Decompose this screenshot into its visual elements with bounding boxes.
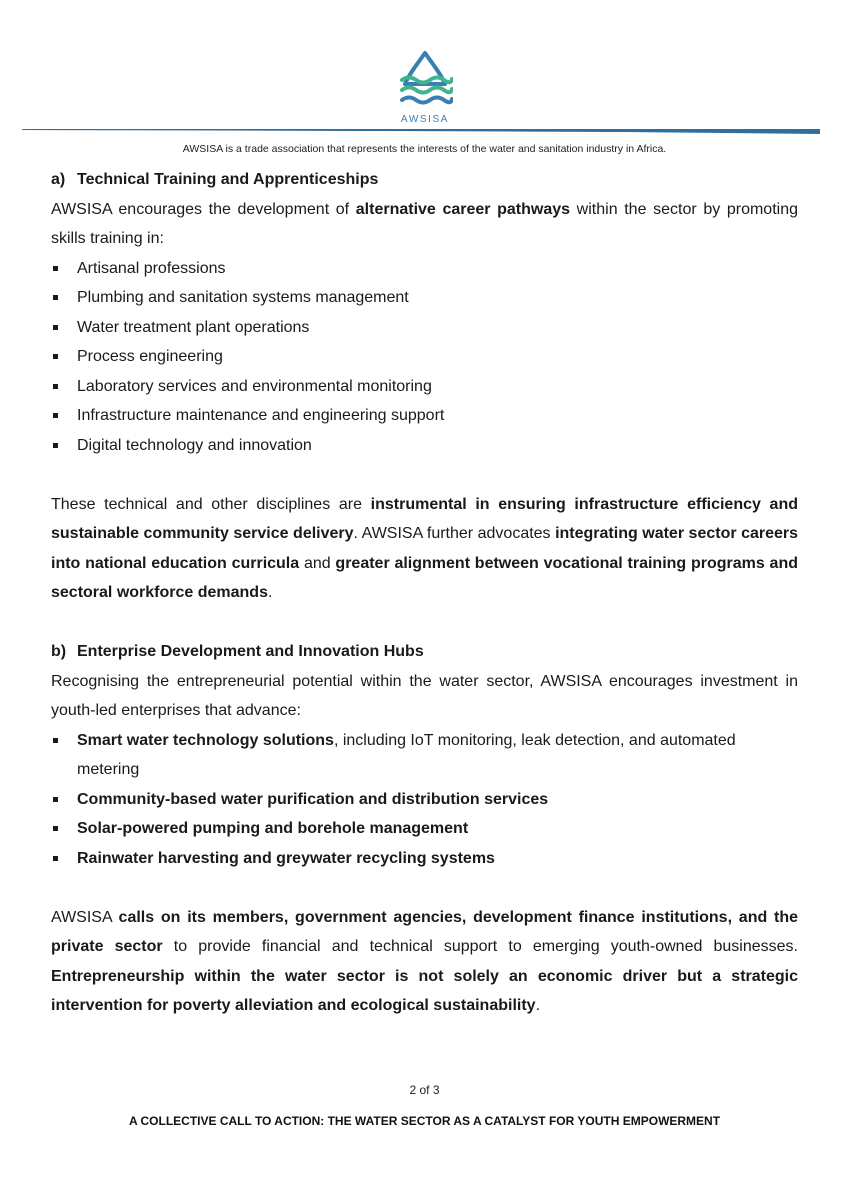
- list-item: Digital technology and innovation: [51, 431, 798, 461]
- header-rule: [22, 126, 820, 136]
- list-item: Infrastructure maintenance and engineering support: [51, 401, 798, 431]
- list-item: Smart water technology solutions, including IoT monitoring, leak detection, and automated metering: [51, 726, 798, 785]
- section-b-title: Enterprise Development and Innovation Hubs: [77, 643, 424, 660]
- section-b-label: b): [51, 643, 67, 660]
- list-item: Plumbing and sanitation systems management: [51, 283, 798, 313]
- header-tagline: AWSISA is a trade association that represents the interests of the water and sanitation industry in Africa.: [182, 143, 667, 155]
- list-item: Rainwater harvesting and greywater recycling systems: [51, 844, 798, 874]
- section-b-paragraph: AWSISA calls on its members, government agencies, development finance institutions, and the private sector to provide financial and technical support to emerging youth-owned businesses. Entrepreneurship within the water sector is not solely an economic driver but a strategic intervention for poverty alleviation and ecological sustainability.: [51, 908, 799, 1014]
- water-drop-icon: [397, 50, 453, 110]
- list-item: Laboratory services and environmental monitoring: [51, 372, 798, 402]
- list-item: Water treatment plant operations: [51, 313, 798, 343]
- footer-title: A COLLECTIVE CALL TO ACTION: THE WATER SECTOR AS A CATALYST FOR YOUTH EMPOWERMENT: [128, 1114, 721, 1128]
- section-a-list: [51, 254, 798, 461]
- list-item: Solar-powered pumping and borehole management: [51, 814, 798, 844]
- section-a-label: a): [51, 171, 66, 188]
- list-item: Community-based water purification and distribution services: [51, 785, 798, 815]
- section-b-list: [51, 726, 798, 874]
- section-a-heading: [51, 165, 798, 195]
- document-body: [51, 165, 798, 1021]
- section-a-paragraph: These technical and other disciplines are instrumental in ensuring infrastructure efficiency and sustainable community service delivery. AWSISA further advocates integrating water sector careers into national education curricula and greater alignment between vocational training programs and sectoral workforce demands.: [51, 495, 799, 601]
- list-item: Process engineering: [51, 342, 798, 372]
- awsisa-logo: [397, 50, 453, 125]
- section-b-intro: Recognising the entrepreneurial potential within the water sector, AWSISA encourages investment in youth-led enterprises that advance:: [51, 672, 798, 719]
- page-number: 2 of 3: [409, 1083, 440, 1097]
- list-item: Artisanal professions: [51, 254, 798, 284]
- section-a-intro: AWSISA encourages the development of alternative career pathways within the sector by promoting skills training in:: [51, 200, 798, 247]
- section-b-heading: [51, 637, 798, 667]
- logo-wordmark: AWSISA: [400, 114, 450, 125]
- section-a-title: Technical Training and Apprenticeships: [77, 171, 379, 188]
